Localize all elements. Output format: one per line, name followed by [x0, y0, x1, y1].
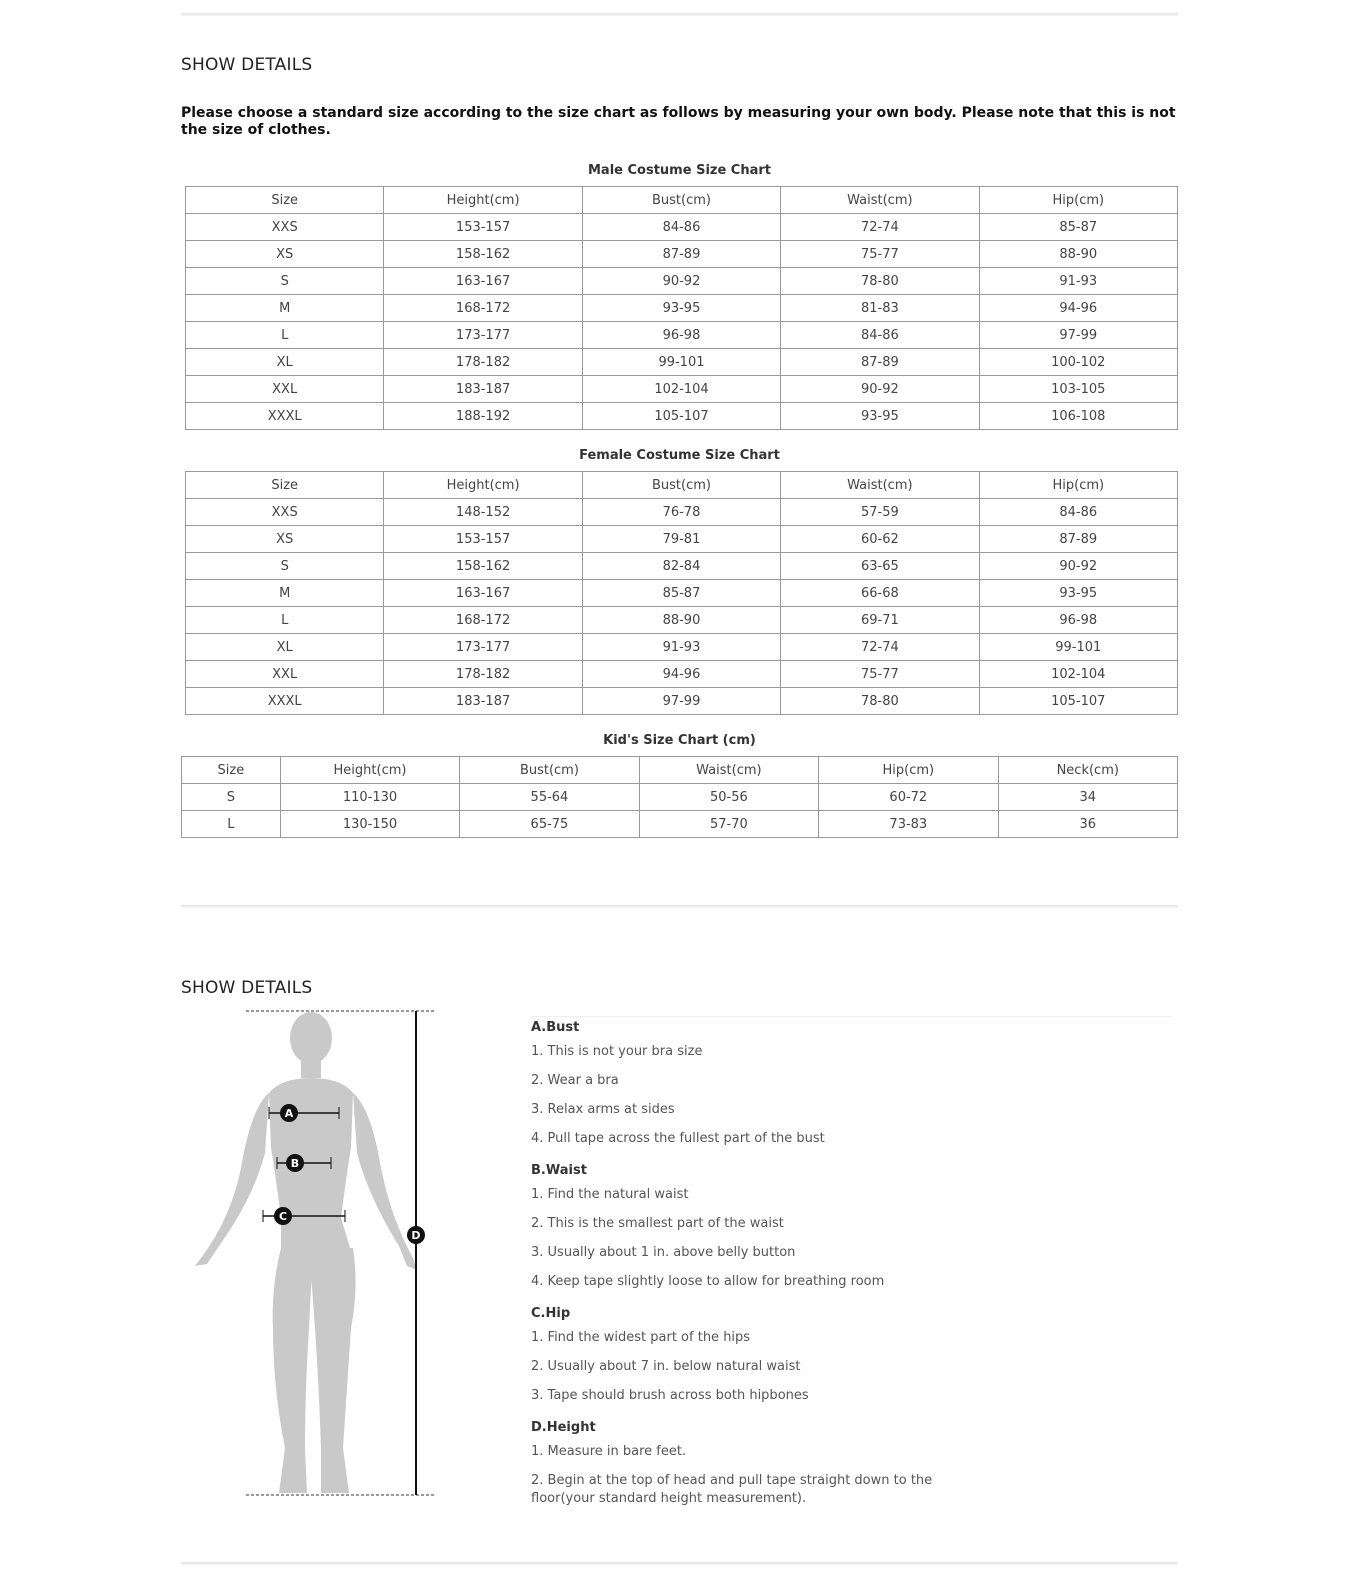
table-cell: 87-89: [979, 526, 1177, 553]
table-cell: Neck(cm): [998, 757, 1177, 784]
table-row: [182, 784, 1178, 811]
table-cell: 76-78: [582, 499, 780, 526]
table-row: [186, 607, 1178, 634]
table-cell: Bust(cm): [460, 757, 639, 784]
table-row: [186, 214, 1178, 241]
table-cell: Size: [186, 472, 384, 499]
table-cell: 60-72: [819, 784, 998, 811]
section-title: SHOW DETAILS: [181, 55, 313, 75]
table-cell: 78-80: [781, 688, 979, 715]
table-cell: 87-89: [582, 241, 780, 268]
table-cell: Hip(cm): [979, 472, 1177, 499]
guide-item: 4. Keep tape slightly loose to allow for breathing room: [531, 1274, 885, 1289]
size-instructions: Please choose a standard size according to the size chart as follows by measuring your own body. Please note that this is not the size of clothes.: [181, 105, 1176, 138]
table-cell: 57-70: [639, 811, 818, 838]
guide-item: 3. Relax arms at sides: [531, 1102, 675, 1117]
marker-c-label: C: [278, 1210, 288, 1223]
table-cell: 34: [998, 784, 1177, 811]
table-cell: XXS: [186, 499, 384, 526]
table-cell: 158-162: [384, 241, 582, 268]
table-cell: 173-177: [384, 634, 582, 661]
table-cell: 90-92: [582, 268, 780, 295]
male-size-table: [185, 186, 1178, 430]
table-cell: 168-172: [384, 607, 582, 634]
table-cell: 148-152: [384, 499, 582, 526]
table-cell: S: [186, 268, 384, 295]
section-divider: [181, 905, 1178, 908]
section-divider: [181, 13, 1178, 16]
table-header-row: [182, 757, 1178, 784]
guide-item: 1. Measure in bare feet.: [531, 1444, 687, 1459]
guide-heading: B.Waist: [531, 1163, 587, 1178]
table-cell: XL: [186, 349, 384, 376]
table-row: [186, 688, 1178, 715]
table-row: [186, 376, 1178, 403]
table-cell: 153-157: [384, 214, 582, 241]
table-cell: 91-93: [582, 634, 780, 661]
table-cell: 60-62: [781, 526, 979, 553]
table-row: [186, 526, 1178, 553]
table-header-row: [186, 472, 1178, 499]
table-cell: S: [182, 784, 281, 811]
table-cell: 87-89: [781, 349, 979, 376]
table-cell: XXL: [186, 376, 384, 403]
marker-a-label: A: [284, 1107, 294, 1120]
table-cell: 97-99: [582, 688, 780, 715]
table-cell: 57-59: [781, 499, 979, 526]
table-cell: 79-81: [582, 526, 780, 553]
guide-item: 1. Find the widest part of the hips: [531, 1330, 751, 1345]
table-cell: 85-87: [582, 580, 780, 607]
table-row: [182, 811, 1178, 838]
guide-heading: C.Hip: [531, 1306, 571, 1321]
table-cell: 168-172: [384, 295, 582, 322]
table-cell: L: [182, 811, 281, 838]
table-cell: S: [186, 553, 384, 580]
table-cell: 96-98: [582, 322, 780, 349]
table-row: [186, 634, 1178, 661]
table-row: [186, 661, 1178, 688]
table-cell: XXXL: [186, 403, 384, 430]
table-cell: 90-92: [781, 376, 979, 403]
table-cell: XXL: [186, 661, 384, 688]
guide-divider: [531, 1016, 1171, 1017]
table-cell: 72-74: [781, 214, 979, 241]
table-cell: 75-77: [781, 241, 979, 268]
table-cell: 84-86: [979, 499, 1177, 526]
guide-group: [531, 1420, 951, 1508]
table-row: [186, 295, 1178, 322]
table-cell: 94-96: [979, 295, 1177, 322]
table-cell: XXXL: [186, 688, 384, 715]
table-cell: 36: [998, 811, 1177, 838]
table-cell: 105-107: [582, 403, 780, 430]
table-row: [186, 349, 1178, 376]
table-cell: M: [186, 580, 384, 607]
table-cell: 102-104: [582, 376, 780, 403]
table-cell: 188-192: [384, 403, 582, 430]
table-cell: 55-64: [460, 784, 639, 811]
table-cell: Size: [186, 187, 384, 214]
kids-chart-title: Kid's Size Chart (cm): [603, 733, 756, 748]
body-silhouette-icon: [181, 1008, 451, 1508]
table-cell: 163-167: [384, 268, 582, 295]
table-cell: 88-90: [979, 241, 1177, 268]
table-cell: 183-187: [384, 688, 582, 715]
table-cell: 73-83: [819, 811, 998, 838]
table-row: [186, 580, 1178, 607]
table-cell: 178-182: [384, 349, 582, 376]
table-row: [186, 322, 1178, 349]
guide-heading: A.Bust: [531, 1020, 580, 1035]
guide-item: 3. Usually about 1 in. above belly button: [531, 1245, 796, 1260]
table-cell: 82-84: [582, 553, 780, 580]
table-row: [186, 553, 1178, 580]
table-cell: Bust(cm): [582, 472, 780, 499]
table-cell: 173-177: [384, 322, 582, 349]
table-cell: 100-102: [979, 349, 1177, 376]
table-cell: 99-101: [582, 349, 780, 376]
male-chart-title: Male Costume Size Chart: [588, 163, 771, 178]
table-cell: 110-130: [280, 784, 459, 811]
table-cell: 88-90: [582, 607, 780, 634]
table-cell: M: [186, 295, 384, 322]
table-cell: Height(cm): [384, 472, 582, 499]
guide-item: 2. Wear a bra: [531, 1073, 619, 1088]
table-cell: Size: [182, 757, 281, 784]
table-cell: 90-92: [979, 553, 1177, 580]
table-cell: 93-95: [979, 580, 1177, 607]
guide-heading: D.Height: [531, 1420, 596, 1435]
table-row: [186, 499, 1178, 526]
table-cell: 105-107: [979, 688, 1177, 715]
table-cell: 178-182: [384, 661, 582, 688]
table-cell: 84-86: [582, 214, 780, 241]
kids-size-table: [181, 756, 1178, 838]
table-row: [186, 241, 1178, 268]
table-cell: 130-150: [280, 811, 459, 838]
female-size-table: [185, 471, 1178, 715]
table-cell: Hip(cm): [979, 187, 1177, 214]
table-cell: L: [186, 607, 384, 634]
measurement-guide: [531, 1020, 951, 1523]
guide-item: 3. Tape should brush across both hipbones: [531, 1388, 809, 1403]
table-cell: 63-65: [781, 553, 979, 580]
table-header-row: [186, 187, 1178, 214]
table-cell: Bust(cm): [582, 187, 780, 214]
table-cell: 158-162: [384, 553, 582, 580]
section-title: SHOW DETAILS: [181, 978, 313, 998]
table-cell: 96-98: [979, 607, 1177, 634]
measurement-figure: [181, 1008, 451, 1508]
table-cell: 85-87: [979, 214, 1177, 241]
table-cell: 106-108: [979, 403, 1177, 430]
guide-item: 2. This is the smallest part of the waist: [531, 1216, 784, 1231]
table-cell: 163-167: [384, 580, 582, 607]
table-cell: 66-68: [781, 580, 979, 607]
table-cell: 78-80: [781, 268, 979, 295]
table-cell: 102-104: [979, 661, 1177, 688]
table-cell: XL: [186, 634, 384, 661]
table-cell: 72-74: [781, 634, 979, 661]
section-divider: [181, 1562, 1178, 1565]
guide-item: 4. Pull tape across the fullest part of the bust: [531, 1131, 825, 1146]
guide-item: 2. Usually about 7 in. below natural waist: [531, 1359, 801, 1374]
guide-group: [531, 1020, 951, 1148]
table-cell: 93-95: [781, 403, 979, 430]
table-cell: 103-105: [979, 376, 1177, 403]
table-cell: 69-71: [781, 607, 979, 634]
guide-group: [531, 1163, 951, 1291]
table-cell: L: [186, 322, 384, 349]
guide-item: 1. Find the natural waist: [531, 1187, 689, 1202]
guide-group: [531, 1306, 951, 1405]
table-cell: XS: [186, 526, 384, 553]
table-cell: 50-56: [639, 784, 818, 811]
table-cell: 183-187: [384, 376, 582, 403]
table-cell: 94-96: [582, 661, 780, 688]
table-cell: XXS: [186, 214, 384, 241]
table-cell: Waist(cm): [639, 757, 818, 784]
table-cell: Height(cm): [384, 187, 582, 214]
guide-item: 1. This is not your bra size: [531, 1044, 703, 1059]
table-cell: 75-77: [781, 661, 979, 688]
female-chart-title: Female Costume Size Chart: [579, 448, 780, 463]
table-cell: 97-99: [979, 322, 1177, 349]
table-cell: Waist(cm): [781, 187, 979, 214]
marker-b-label: B: [290, 1157, 300, 1170]
table-cell: 84-86: [781, 322, 979, 349]
table-cell: Waist(cm): [781, 472, 979, 499]
table-cell: XS: [186, 241, 384, 268]
table-cell: 99-101: [979, 634, 1177, 661]
table-row: [186, 403, 1178, 430]
guide-item: 2. Begin at the top of head and pull tape straight down to the floor(your standard height measurement).: [531, 1473, 933, 1506]
table-cell: 93-95: [582, 295, 780, 322]
table-cell: 65-75: [460, 811, 639, 838]
table-cell: 91-93: [979, 268, 1177, 295]
table-cell: 153-157: [384, 526, 582, 553]
table-row: [186, 268, 1178, 295]
table-cell: Hip(cm): [819, 757, 998, 784]
table-cell: Height(cm): [280, 757, 459, 784]
marker-d-label: D: [411, 1229, 421, 1242]
table-cell: 81-83: [781, 295, 979, 322]
